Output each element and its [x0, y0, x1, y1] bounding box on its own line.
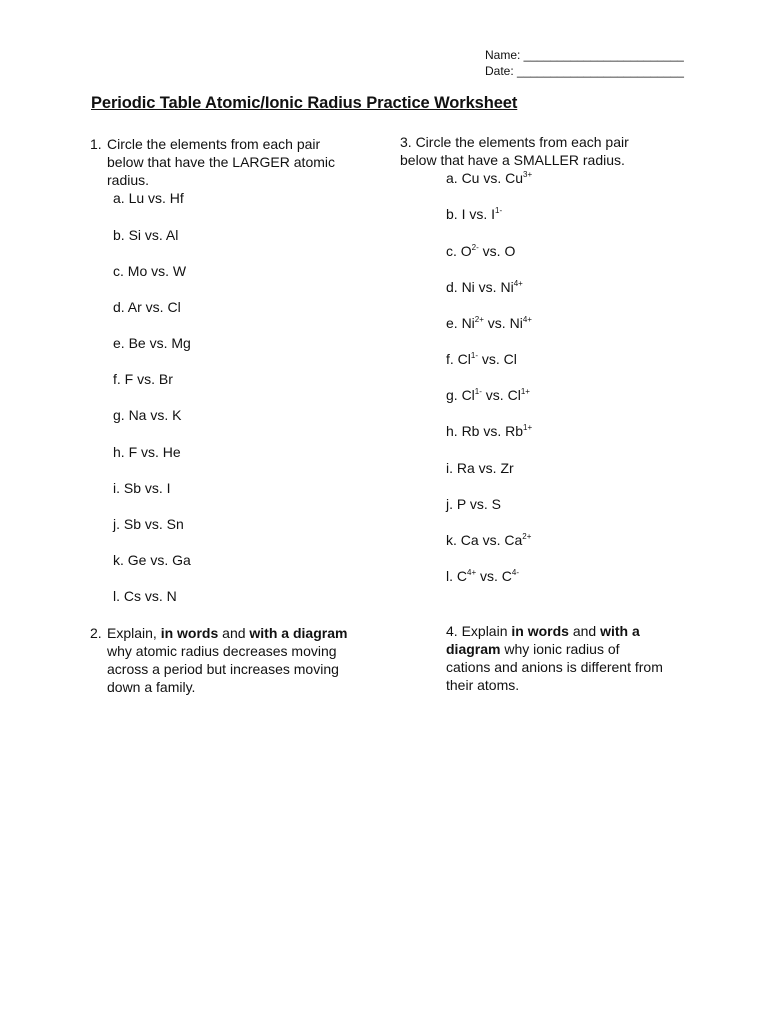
name-field-label: Name: ________________________ [485, 48, 684, 62]
question-4-emphasis-with-a: with a [600, 623, 640, 639]
question-3-item: e. $Ni^{2+}$ vs. $Ni^{4+}$ [446, 315, 532, 331]
question-4-text: why ionic radius of [500, 641, 620, 657]
question-4-text: and [568, 623, 601, 639]
question-3-prompt-line-2: below that have a SMALLER radius. [400, 152, 625, 168]
question-2-emphasis-diagram: with a diagram [249, 625, 348, 641]
question-2-prompt-line-4: down a family. [107, 679, 196, 695]
date-field-label: Date: _________________________ [485, 64, 684, 78]
question-1-item: j. Sb vs. Sn [113, 516, 184, 532]
question-1-item: l. Cs vs. N [113, 588, 177, 604]
question-3-item: c. $O^{2-}$ vs. O [446, 243, 516, 259]
question-3-item: d. Ni vs. $Ni^{4+}$ [446, 279, 523, 295]
question-1-item: b. Si vs. Al [113, 227, 179, 243]
question-1-item: c. Mo vs. W [113, 263, 187, 279]
question-2-prompt-line-3: across a period but increases moving [107, 661, 339, 677]
question-4-prompt-line-2 [446, 640, 620, 658]
worksheet-title: Periodic Table Atomic/Ionic Radius Practice Worksheet [91, 94, 518, 112]
question-4-text: 4. Explain [446, 623, 512, 639]
question-3-item: j. P vs. S [446, 496, 501, 512]
question-1-item: a. Lu vs. Hf [113, 190, 184, 206]
question-1-item: h. F vs. He [113, 444, 181, 460]
question-4-emphasis-in-words: in words [511, 623, 569, 639]
question-3-item: l. $C^{4+}$ vs. $C^{4-}$ [446, 568, 520, 584]
question-3-item: k. Ca vs. $Ca^{2+}$ [446, 532, 532, 548]
question-2-text: and [218, 625, 250, 641]
question-1-item: k. Ge vs. Ga [113, 552, 191, 568]
question-1-prompt-line-2: below that have the LARGER atomic [107, 154, 336, 170]
question-3-item: h. Rb vs. $Rb^{1+}$ [446, 423, 533, 439]
question-3-item: f. $Cl^{1-}$ vs. Cl [446, 351, 517, 367]
question-3-prompt-line-1: 3. Circle the elements from each pair [400, 134, 629, 150]
question-2-prompt-line-1 [107, 624, 347, 642]
question-2-text: Explain, [107, 625, 161, 641]
question-4-prompt-line-4: their atoms. [446, 677, 520, 693]
question-1-item: i. Sb vs. I [113, 480, 171, 496]
question-4-prompt-line-1 [446, 622, 640, 640]
question-1-item: e. Be vs. Mg [113, 335, 191, 351]
question-1-number: 1. [90, 136, 102, 152]
question-3-item: i. Ra vs. Zr [446, 460, 514, 476]
question-3-item: b. I vs. $I^{1-}$ [446, 206, 503, 222]
question-3-item: a. Cu vs. $Cu^{3+}$ [446, 170, 533, 186]
question-4-prompt-line-3: cations and anions is different from [446, 659, 663, 675]
question-3-item: g. $Cl^{1-}$ vs. $Cl^{1+}$ [446, 387, 530, 403]
question-2-prompt-line-2: why atomic radius decreases moving [107, 643, 337, 659]
question-1-prompt-line-1: Circle the elements from each pair [107, 136, 321, 152]
question-1-item: g. Na vs. K [113, 407, 182, 423]
question-1-item: d. Ar vs. Cl [113, 299, 181, 315]
question-1-item: f. F vs. Br [113, 371, 173, 387]
question-2-number: 2. [90, 625, 102, 641]
question-2-emphasis-in-words: in words [160, 625, 219, 641]
question-1-prompt-line-3: radius. [107, 172, 150, 188]
question-4-emphasis-diagram: diagram [446, 641, 501, 657]
